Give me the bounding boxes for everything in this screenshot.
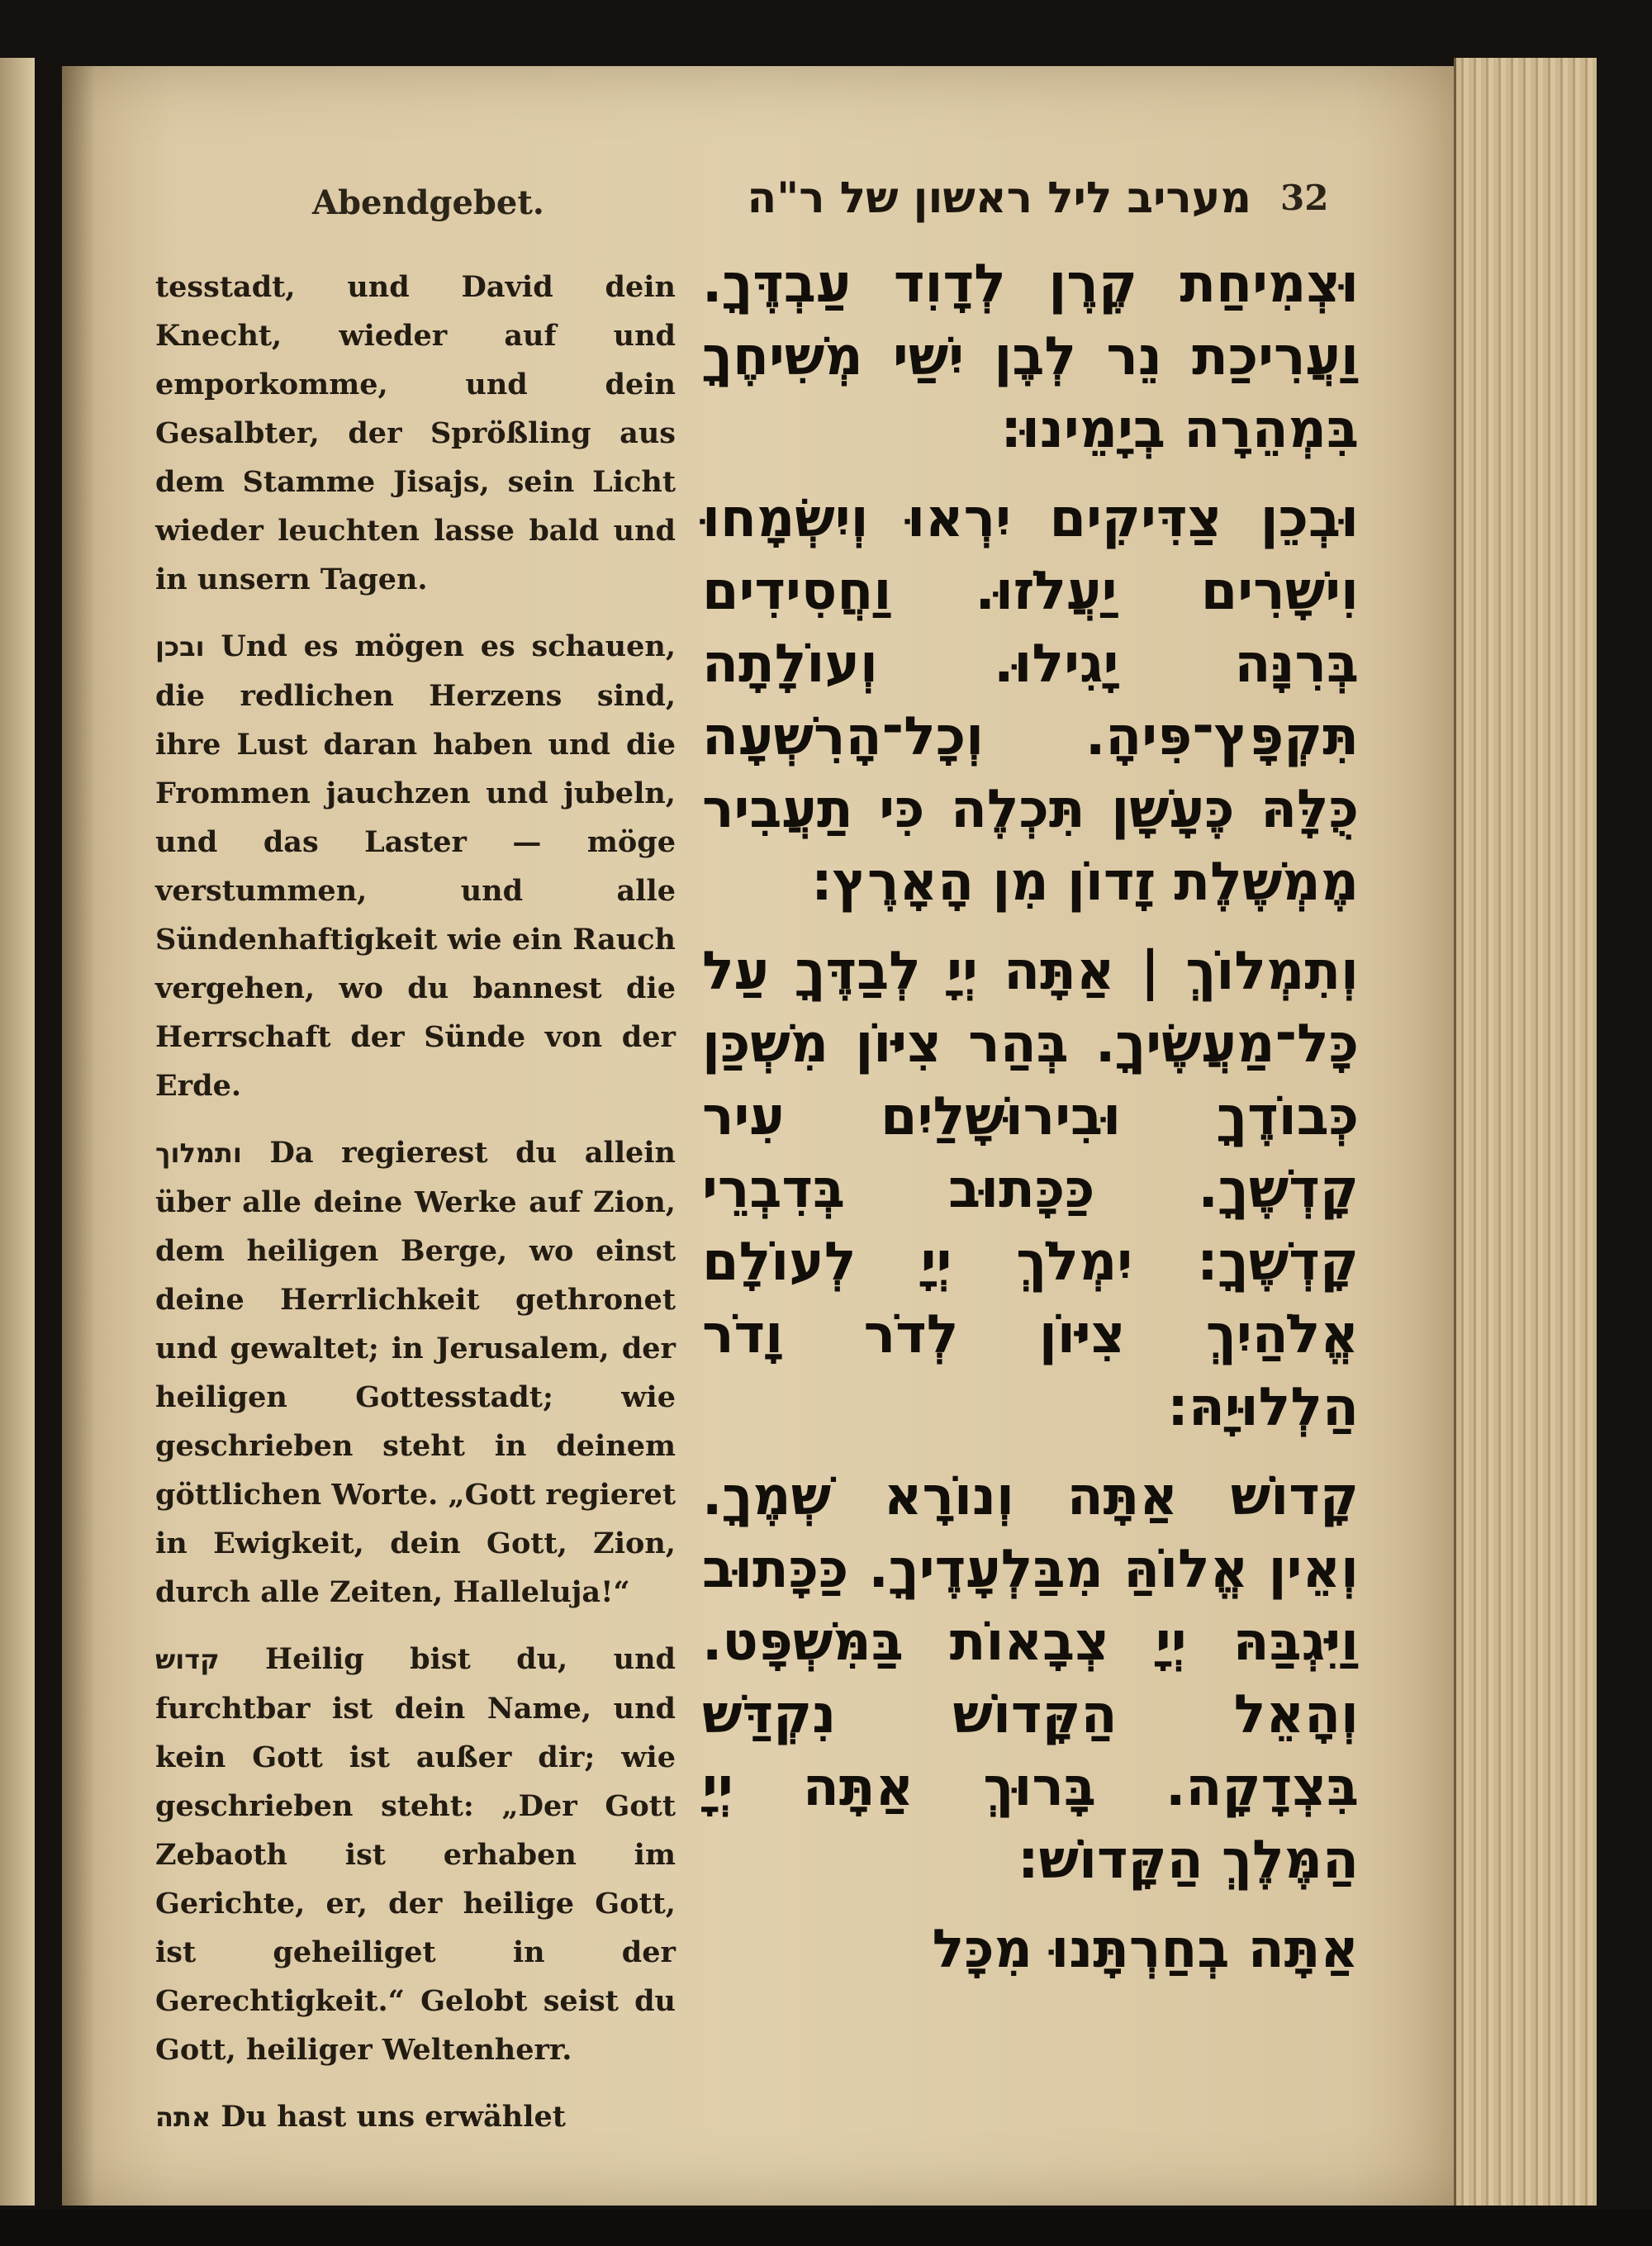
hebrew-paragraph: קָדוֹשׁ אַתָּה וְנוֹרָא שְׁמֶךָ. וְאֵין אֱלוֹהַּ מִבַּלְעָדֶיךָ. כַּכָּתוּב וַיִּגְבַּהּ יְיָ צְבָאוֹת בַּמִּשְׁפָּט. וְהָאֵל הַקָּדוֹשׁ נִקְדַּשׁ בִּצְדָקָה. בָּרוּךְ אַתָּה יְיָ הַמֶּלֶךְ הַקָּדוֹשׁ: bbox=[702, 1466, 1359, 1891]
page-number: 32 bbox=[1280, 178, 1329, 218]
german-translation-column bbox=[155, 263, 676, 2142]
gutter-shadow bbox=[62, 66, 95, 2206]
german-text: Du hast uns erwählet bbox=[221, 2100, 566, 2134]
hebrew-headword: אתה bbox=[155, 2101, 211, 2133]
german-paragraph bbox=[155, 1635, 676, 2074]
hebrew-paragraph: וּצְמִיחַת קֶרֶן לְדָוִד עַבְדֶּךָ. וַעֲרִיכַת נֵר לְבֶן יִשַׁי מְשִׁיחֶךָ בִּמְהֵרָה בְיָמֵינוּ: bbox=[702, 254, 1359, 460]
hebrew-paragraph: וּבְכֵן צַדִּיקִים יִרְאוּ וְיִשְׂמָחוּ וִישָׁרִים יַעֲלֹזוּ. וַחֲסִידִים בְּרִנָּה יָגִילוּ. וְעוֹלָתָה תִּקְפָּץ־פִּיהָ. וְכָל־הָרִשְׁעָה כֻּלָּהּ כֶּעָשָׁן תִּכְלֶה כִּי תַעֲבִיר מֶמְשֶׁלֶת זָדוֹן מִן הָאָרֶץ: bbox=[702, 488, 1359, 913]
german-text: tesstadt, und David dein Knecht, wieder auf und emporkomme, und dein Gesalbter, der Sprößling aus dem Stamme Jisajs, sein Licht wieder leuchten lasse bald und in unsern Tagen. bbox=[155, 270, 676, 596]
facing-page-edge bbox=[0, 58, 35, 2206]
german-text: Und es mögen es schauen, die redlichen Herzens sind, ihre Lust daran haben und die Frommen jauchzen und jubeln, und das Laster — möge verstummen, und alle Sündenhaftigkeit wie ein Rauch vergehen, wo du bannest die Herrschaft der Sünde von der Erde. bbox=[155, 629, 676, 1103]
hebrew-paragraph: אַתָּה בְחַרְתָּנוּ מִכָּל bbox=[932, 1919, 1359, 1980]
hebrew-headword: קדוש bbox=[155, 1644, 220, 1675]
running-head-hebrew: מעריב ליל ראשון של ר"ה bbox=[747, 173, 1251, 223]
hebrew-paragraph: וְתִמְלוֹךְ | אַתָּה יְיָ לְבַדֶּךָ עַל כָּל־מַעֲשֶׂיךָ. בְּהַר צִיּוֹן מִשְׁכַּן כְּבוֹדֶךָ וּבִירוּשָׁלַיִם עִיר קָדְשֶׁךָ. כַּכָּתוּב בְּדִבְרֵי קָדְשֶׁךָ: יִמְלֹךְ יְיָ לְעוֹלָם אֱלֹהַיִךְ צִיּוֹן לְדֹר וָדֹר הַלְלוּיָהּ: bbox=[702, 941, 1359, 1438]
hebrew-headword: ובכן bbox=[155, 631, 205, 662]
german-paragraph bbox=[155, 622, 676, 1110]
german-text: Heilig bist du, und furchtbar ist dein Name, und kein Gott ist außer dir; wie geschrieben steht: „Der Gott Zebaoth ist erhaben im Gerichte, er, der heilige Gott, ist geheiliget in der Gerechtigkeit.“ Gelobt seist du Gott, heiliger Weltenherr. bbox=[155, 1642, 676, 2067]
hebrew-headword: ותמלוך bbox=[155, 1137, 242, 1169]
page-block-edge bbox=[1454, 58, 1597, 2206]
german-paragraph bbox=[155, 263, 676, 604]
german-text: Da regierest du allein über alle deine Werke auf Zion, dem heiligen Berge, wo einst deine Herrlichkeit gethronet und gewaltet; in Jerusalem, der heiligen Gottesstadt; wie geschrieben steht in deinem göttlichen Worte. „Gott regieret in Ewigkeit, dein Gott, Zion, durch alle Zeiten, Halleluja!“ bbox=[155, 1136, 676, 1609]
background-shelf bbox=[0, 2210, 1652, 2246]
german-paragraph bbox=[155, 2092, 676, 2142]
hebrew-prayer-column bbox=[702, 248, 1359, 1986]
german-paragraph bbox=[155, 1128, 676, 1617]
running-head-german: Abendgebet. bbox=[312, 183, 544, 222]
